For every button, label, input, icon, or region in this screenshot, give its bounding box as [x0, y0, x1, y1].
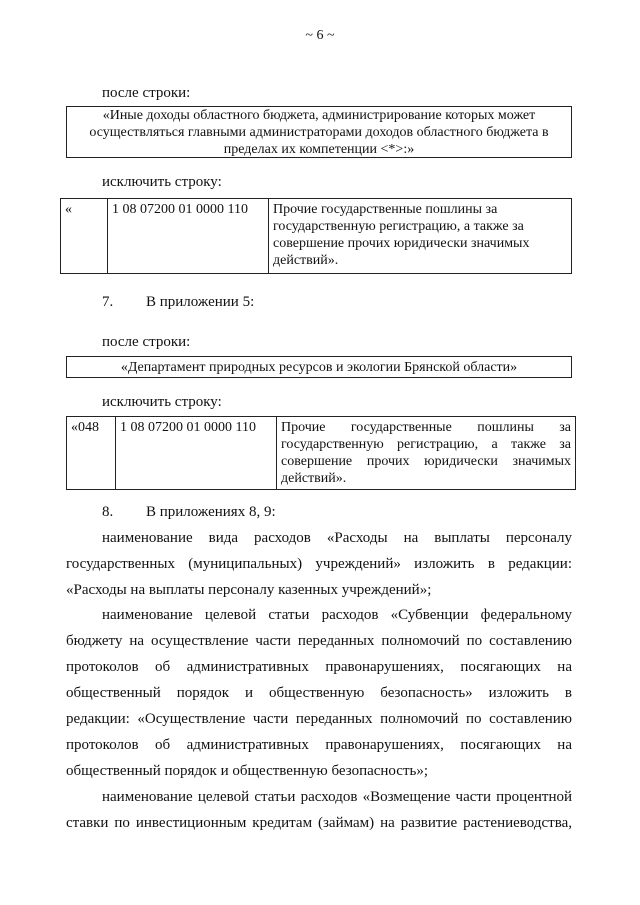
after-line-label: после строки: — [102, 334, 191, 350]
item-7-number: 7. — [102, 294, 114, 310]
paragraph-3: наименование целевой статьи расходов «Возмещение части процентной ставки по инвестиционным кредитам (займам) на развитие растениеводства, — [66, 789, 572, 831]
item-8-number: 8. — [102, 504, 114, 520]
quote-line: «Иные доходы областного бюджета, администрирование которых может — [102, 108, 536, 123]
paragraph-1: наименование вида расходов «Расходы на выплаты персоналу государственных (муниципальных) учреждений» изложить в редакции: «Расходы на выплаты персоналу казенных учреждений»; — [66, 530, 572, 598]
description-cell: Прочие государственные пошлины за государственную регистрацию, а также за совершение прочих юридически значимых действий». — [277, 417, 576, 490]
item-8-title: В приложениях 8, 9: — [146, 504, 276, 520]
item-7-title: В приложении 5: — [146, 294, 255, 310]
excluded-row-table — [60, 198, 572, 274]
description-cell: Прочие государственные пошлины за государственную регистрацию, а также за совершение прочих юридически значимых действий». — [269, 199, 572, 274]
quote-line: осуществляться главными администраторами доходов областного бюджета в — [89, 125, 549, 140]
after-line-label: после строки: — [102, 85, 191, 101]
exclude-line-label: исключить строку: — [102, 174, 222, 190]
table-row — [67, 417, 576, 490]
quoted-line-box — [66, 356, 572, 378]
quoted-line-box — [66, 106, 572, 158]
page-number: ~ 6 ~ — [305, 28, 335, 43]
quote-line: пределах их компетенции <*>:» — [223, 142, 415, 157]
kbk-cell: 1 08 07200 01 0000 110 — [116, 417, 277, 490]
code-cell: « — [61, 199, 108, 274]
quote-line: «Департамент природных ресурсов и экологии Брянской области» — [120, 360, 518, 375]
excluded-row-table — [66, 416, 576, 490]
kbk-cell: 1 08 07200 01 0000 110 — [108, 199, 269, 274]
table-row — [61, 199, 572, 274]
code-cell: «048 — [67, 417, 116, 490]
exclude-line-label: исключить строку: — [102, 394, 222, 410]
paragraph-2: наименование целевой статьи расходов «Субвенции федеральному бюджету на осуществление части переданных полномочий по составлению протоколов об административных правонарушениях, посягающих на общественный порядок и общественную безопасность» изложить в редакции: «Осуществление части переданных полномочий по составлению протоколов об административных правонарушениях, посягающих на общественный порядок и общественную безопасность»; — [66, 607, 572, 779]
